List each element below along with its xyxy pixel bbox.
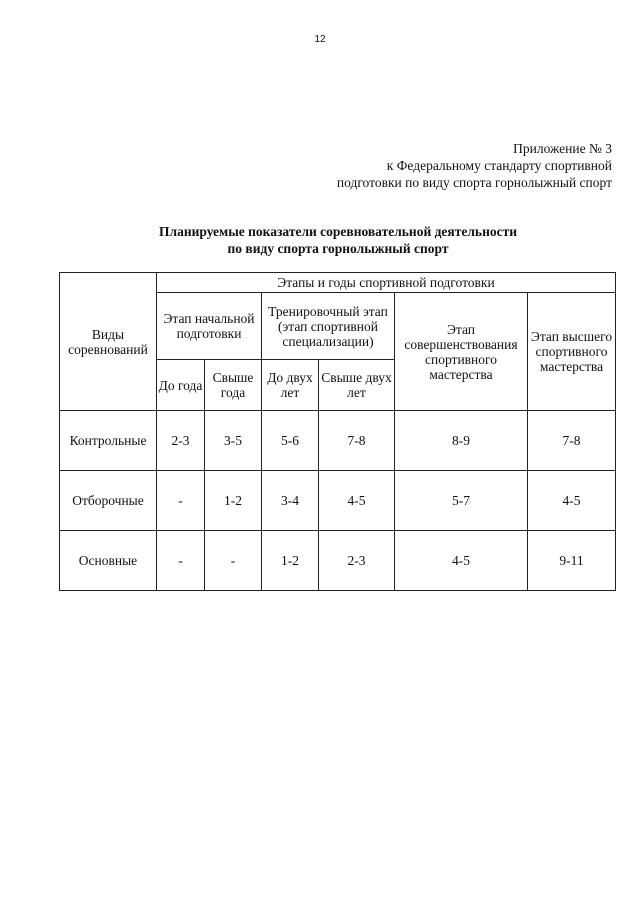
table-cell: 4-5 [395,531,528,591]
table-cell: 1-2 [262,531,319,591]
table-cell: 4-5 [528,471,616,531]
competition-type-cell: Контрольные [60,411,157,471]
table-row [60,531,616,591]
table-row [60,471,616,531]
title-line-2: по виду спорта горнолыжный спорт [227,241,449,256]
competition-indicators-table [59,272,616,591]
page-number: 12 [314,34,326,45]
stage-improvement-header: Этап совершенствования спортивного мастерства [395,293,528,411]
years-initial-over: Свыше года [205,360,262,411]
table-cell: 3-4 [262,471,319,531]
years-training-up-to: До двух лет [262,360,319,411]
stage-training-header: Тренировочный этап (этап спортивной специализации) [262,293,395,360]
table-cell: 8-9 [395,411,528,471]
competition-type-cell: Отборочные [60,471,157,531]
table-cell: 3-5 [205,411,262,471]
appendix-line-1: Приложение № 3 [513,141,612,156]
years-training-over: Свыше двух лет [319,360,395,411]
table-cell: 7-8 [319,411,395,471]
table-cell: 2-3 [319,531,395,591]
appendix-line-3: подготовки по виду спорта горнолыжный спорт [336,175,612,190]
table-cell: - [157,531,205,591]
stages-header: Этапы и годы спортивной подготовки [157,273,616,293]
competition-type-header: Виды соревнований [60,273,157,411]
appendix-note [337,140,612,191]
table-cell: 5-7 [395,471,528,531]
stage-initial-header: Этап начальной подготовки [157,293,262,360]
table-cell: 4-5 [319,471,395,531]
table-cell: - [205,531,262,591]
table-cell: - [157,471,205,531]
table-cell: 5-6 [262,411,319,471]
years-initial-up-to: До года [157,360,205,411]
table-cell: 1-2 [205,471,262,531]
table-row [60,411,616,471]
stage-higher-header: Этап высшего спортивного мастерства [528,293,616,411]
document-title [0,223,640,257]
competition-type-cell: Основные [60,531,157,591]
appendix-line-2: к Федеральному стандарту спортивной [386,158,612,173]
table-cell: 2-3 [157,411,205,471]
table-cell: 7-8 [528,411,616,471]
title-line-1: Планируемые показатели соревновательной деятельности [159,224,517,239]
table-cell: 9-11 [528,531,616,591]
